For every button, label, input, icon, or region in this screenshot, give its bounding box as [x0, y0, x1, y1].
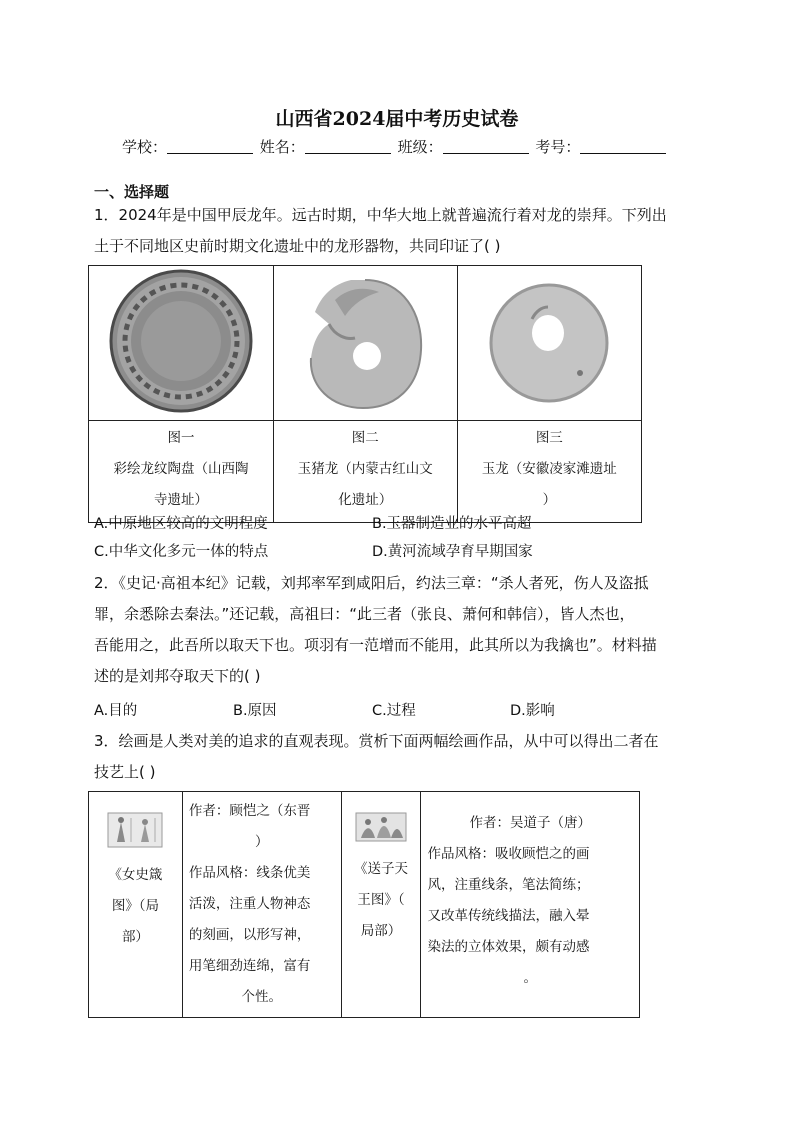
question-1-stem: [94, 200, 704, 262]
jade-dragon-image: [484, 271, 614, 411]
question-2-stem: [94, 568, 704, 692]
question-1-line: 1．2024年是中国甲辰龙年。远古时期，中华大地上就普遍流行着对龙的崇拜。下列出: [94, 206, 667, 224]
name-label: 姓名：: [259, 138, 305, 156]
artwork-2-style: 风，注重线条，笔法简练；: [427, 877, 590, 893]
question-1-figure-table: [88, 265, 642, 523]
question-2-options: [94, 699, 704, 727]
admonitions-scroll-painting-image: [107, 812, 163, 848]
option-d[interactable]: D.影响: [510, 703, 555, 719]
jade-pig-dragon-image: [295, 266, 435, 416]
name-blank[interactable]: [305, 139, 391, 154]
class-blank[interactable]: [443, 139, 529, 154]
option-b[interactable]: B.玉器制造业的水平高超: [372, 516, 532, 532]
artwork-2-description: [421, 792, 640, 1018]
artwork-2-style: 。: [523, 970, 537, 986]
question-1-line: 土于不同地区史前时期文化遗址中的龙形器物，共同印证了( ): [94, 237, 501, 255]
option-b[interactable]: B.原因: [233, 703, 277, 719]
question-3-stem: [94, 726, 704, 788]
figure-2-caption-line: 玉猪龙（内蒙古红山文: [297, 461, 433, 477]
option-c[interactable]: C.过程: [372, 703, 416, 719]
artwork-1-title-line: 《女史箴: [108, 867, 163, 883]
artwork-1-title-line: 图》（局: [111, 898, 160, 914]
exam-no-label: 考号：: [535, 138, 581, 156]
artwork-2-title-line: 《送子天: [353, 861, 408, 877]
artwork-2-style: 又改革传统线描法，融入晕: [427, 908, 590, 924]
figure-2-caption: [273, 421, 457, 523]
figure-3-caption-line: 玉龙（安徽凌家滩遗址: [481, 461, 617, 477]
figure-3-label: 图三: [535, 430, 563, 446]
figure-1-label: 图一: [167, 430, 195, 446]
question-2-line: 罪，余悉除去秦法。”还记载，高祖曰：“此三者（张良、萧何和韩信），皆人杰也，: [94, 605, 635, 623]
figure-2-caption-line: 化遗址）: [338, 492, 393, 508]
artwork-1-style: 个性。: [241, 989, 282, 1005]
option-c[interactable]: C.中华文化多元一体的特点: [94, 544, 269, 560]
artwork-2-style: 染法的立体效果，颇有动感: [427, 939, 590, 955]
question-3-artwork-table: [88, 791, 640, 1018]
figure-2-image-cell: [273, 266, 457, 421]
artwork-2-author: 作者：吴道子（唐）: [469, 815, 591, 831]
option-d[interactable]: D.黄河流域孕育早期国家: [372, 544, 533, 560]
class-label: 班级：: [397, 138, 443, 156]
question-1-options: [94, 512, 704, 568]
figure-1-caption: [89, 421, 274, 523]
artwork-1-author-cont: ）: [254, 834, 269, 850]
artwork-2-style: 作品风格：吸收顾恺之的画: [427, 846, 590, 862]
question-2-line: 吾能用之，此吾所以取天下也。项羽有一范增而不能用，此其所以为我擒也”。材料描: [94, 636, 657, 654]
painted-dragon-pottery-plate-image: [106, 266, 256, 416]
figure-1-caption-line: 寺遗址）: [153, 492, 208, 508]
artwork-1-title-cell: [89, 792, 183, 1018]
question-3-line: 3．绘画是人类对美的追求的直观表现。赏析下面两幅绘画作品，从中可以得出二者在: [94, 732, 659, 750]
figure-3-image-cell: [457, 266, 641, 421]
sending-son-heavenly-king-painting-image: [355, 812, 407, 842]
figure-1-caption-line: 彩绘龙纹陶盘（山西陶: [113, 461, 249, 477]
artwork-2-title-line: 王图》（: [357, 892, 405, 908]
figure-1-image-cell: [89, 266, 274, 421]
exam-no-blank[interactable]: [580, 139, 666, 154]
school-label: 学校：: [122, 138, 168, 156]
artwork-1-style: 的刻画，以形写神，: [188, 927, 311, 943]
artwork-2-title-line: 局部）: [360, 923, 402, 939]
student-info-row: [122, 136, 668, 157]
figure-2-label: 图二: [351, 430, 379, 446]
artwork-1-description: [182, 792, 341, 1018]
artwork-1-style: 用笔细劲连绵，富有: [188, 958, 311, 974]
figure-3-caption-line: ）: [542, 492, 557, 508]
section-heading: 一、选择题: [94, 183, 170, 201]
page-title: 山西省2024届中考历史试卷: [275, 108, 519, 130]
option-a[interactable]: A.中原地区较高的文明程度: [94, 516, 268, 532]
question-2-line: 述的是刘邦夺取天下的( ): [94, 667, 261, 685]
artwork-1-style: 作品风格：线条优美: [188, 865, 311, 881]
question-3-line: 技艺上( ): [94, 763, 156, 781]
figure-3-caption: [457, 421, 641, 523]
artwork-1-title-line: 部）: [121, 929, 149, 945]
artwork-1-style: 活泼，注重人物神态: [188, 896, 311, 912]
artwork-2-title-cell: [341, 792, 421, 1018]
artwork-1-author: 作者：顾恺之（东晋: [188, 803, 311, 819]
question-2-line: 2．《史记·高祖本纪》记载，刘邦率军到咸阳后，约法三章：“杀人者死，伤人及盗抵: [94, 574, 649, 592]
option-a[interactable]: A.目的: [94, 703, 138, 719]
school-blank[interactable]: [167, 139, 253, 154]
